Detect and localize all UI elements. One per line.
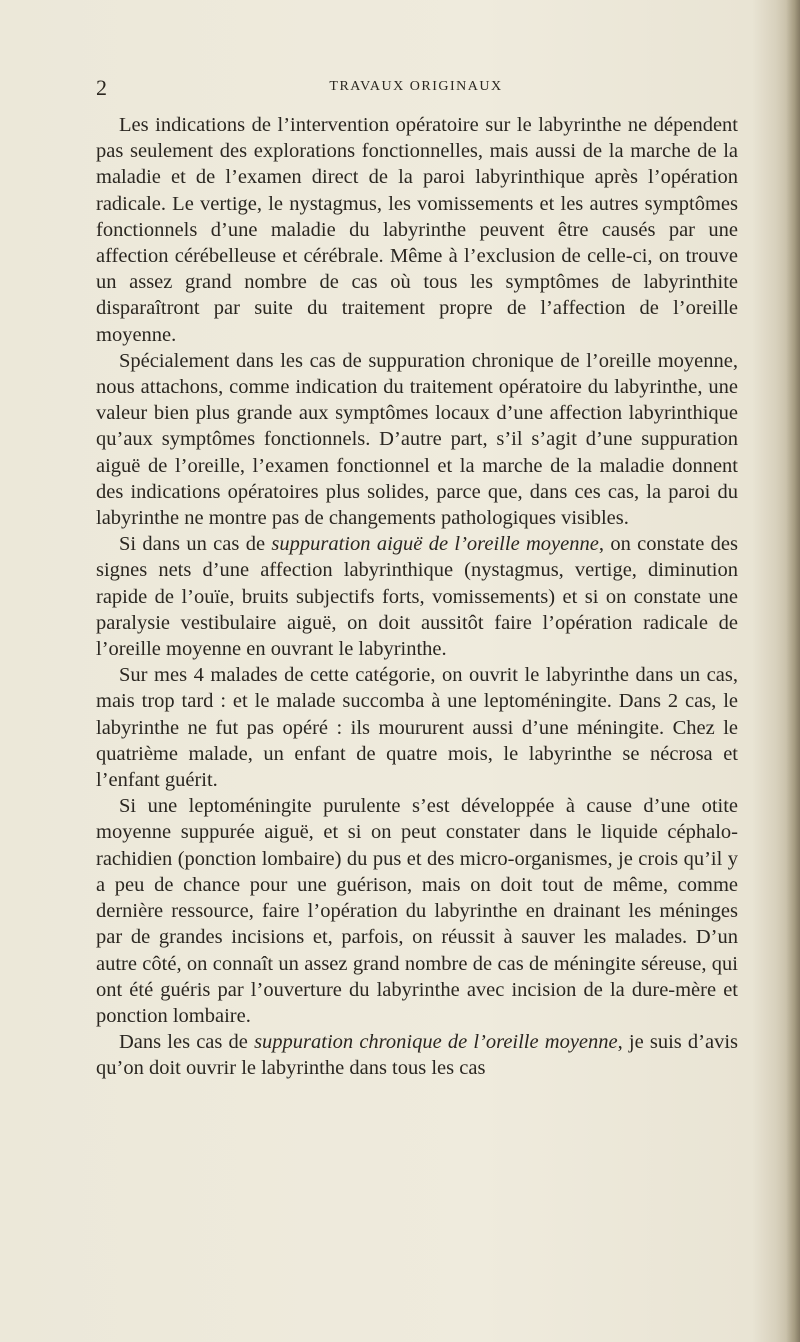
paragraph-text: , je suis d’avis qu’on doit ouvrir le labyrinthe dans tous les cas (96, 1031, 739, 1080)
paragraph-text: Sur mes 4 malades de cette catégorie, on ouvrit le labyrinthe dans un cas, mais trop tard : et le malade succomba à une leptoméningite. Dans 2 cas, le labyrinthe ne fut pas opéré : ils moururent aussi d’une méningite. Chez le quatrième malade, un enfant de quatre mois, le labyrinthe se nécrosa et l’enfant guérit. (96, 664, 738, 792)
paragraph-text: Si dans un cas de (119, 533, 272, 556)
article-body (96, 112, 738, 1082)
italic-phrase: suppuration chronique de l’oreille moyenne (254, 1031, 618, 1054)
paragraph (96, 662, 738, 793)
paragraph-text: Spécialement dans les cas de suppuration chronique de l’oreille moyenne, nous attachons, comme indication du traitement opératoire du labyrinthe, une valeur bien plus grande aux symptômes locaux d’une affection labyrinthique qu’aux symptômes fonctionnels. D’autre part, s’il s’agit d’une suppuration aiguë de l’oreille, l’examen fonctionnel et la marche de la maladie donnent des indications opératoires plus solides, parce que, dans ces cas, la paroi du labyrinthe ne montre pas de changements pathologiques visibles. (96, 349, 738, 530)
paragraph (96, 348, 738, 531)
page-header (96, 76, 736, 100)
paragraph (96, 112, 738, 348)
paragraph (96, 793, 738, 1029)
page-number: 2 (96, 75, 107, 100)
paragraph (96, 531, 738, 662)
page-edge-shadow (786, 0, 800, 1342)
italic-phrase: suppuration aiguë de l’oreille moyenne (271, 533, 599, 556)
paragraph (96, 1029, 738, 1081)
paragraph-text: , on constate des signes nets d’une affection labyrinthique (nystagmus, vertige, diminution rapide de l’ouïe, bruits subjectifs forts, vomissements) et si on constate une paralysie vestibulaire aiguë, on doit aussitôt faire l’opération radicale de l’oreille moyenne en ouvrant le labyrinthe. (96, 533, 738, 661)
running-head: TRAVAUX ORIGINAUX (329, 79, 503, 94)
paragraph-text: Si une leptoméningite purulente s’est développée à cause d’une otite moyenne suppurée aiguë, et si on peut constater dans le liquide céphalo-rachidien (ponction lombaire) du pus et des micro-organismes, je crois qu’il y a peu de chance pour une guérison, mais on doit tout de même, comme dernière ressource, faire l’opération du labyrinthe en drainant les méninges par de grandes incisions et, parfois, on réussit à sauver les malades. D’un autre côté, on connaît un assez grand nombre de cas de méningite séreuse, qui ont été guéris par l’ouverture du labyrinthe avec incision de la dure-mère et ponction lombaire. (96, 795, 738, 1027)
paragraph-text: Les indications de l’intervention opératoire sur le labyrinthe ne dépendent pas seulement des explorations fonctionnelles, mais aussi de la marche de la maladie et de l’examen direct de la paroi labyrinthique après l’opération radicale. Le vertige, le nystagmus, les vomissements et les autres symptômes fonctionnels d’une maladie du labyrinthe peuvent être causés par une affection cérébelleuse et cérébrale. Même à l’exclusion de celle-ci, on trouve un assez grand nombre de cas où tous les symptômes de labyrinthite disparaîtront par suite du traitement propre de l’affection de l’oreille moyenne. (96, 114, 738, 346)
paragraph-text: Dans les cas de (119, 1031, 255, 1054)
